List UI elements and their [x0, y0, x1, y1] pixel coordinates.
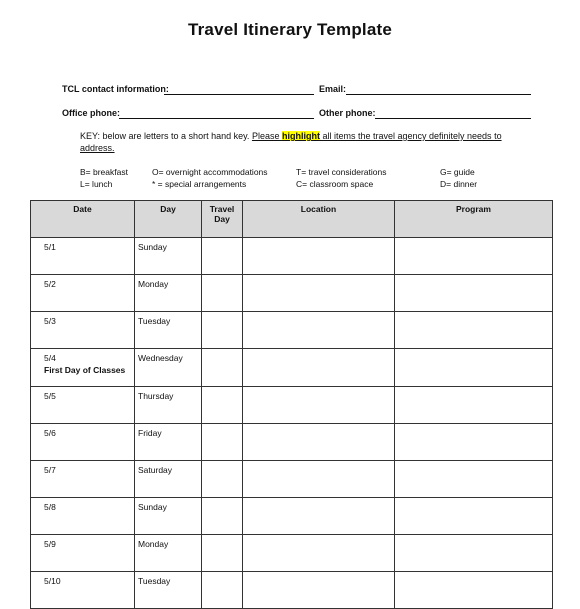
location-cell[interactable] — [243, 535, 395, 572]
table-header-row — [31, 201, 553, 238]
travel-day-cell[interactable] — [202, 312, 243, 349]
code-classroom: C= classroom space — [296, 179, 374, 189]
office-phone-label: Office phone: — [62, 108, 120, 118]
location-cell[interactable] — [243, 572, 395, 609]
header-travel-day: Travel Day — [202, 201, 243, 238]
header-program: Program — [395, 201, 553, 238]
code-guide: G= guide — [440, 167, 475, 177]
travel-day-cell[interactable] — [202, 238, 243, 275]
table-row — [31, 387, 553, 424]
travel-day-cell[interactable] — [202, 572, 243, 609]
day-cell: Sunday — [135, 238, 202, 275]
code-travel: T= travel considerations — [296, 167, 387, 177]
travel-day-cell[interactable] — [202, 535, 243, 572]
day-cell: Wednesday — [135, 349, 202, 387]
date-cell: 5/10 — [31, 572, 135, 609]
travel-day-cell[interactable] — [202, 461, 243, 498]
key-highlight: highlight — [281, 131, 320, 141]
codes-col-3 — [296, 166, 386, 190]
code-dinner: D= dinner — [440, 179, 478, 189]
table-row — [31, 349, 553, 387]
day-cell: Tuesday — [135, 312, 202, 349]
location-cell[interactable] — [243, 349, 395, 387]
codes-col-4 — [440, 166, 477, 190]
day-cell: Sunday — [135, 498, 202, 535]
date-cell: 5/2 — [31, 275, 135, 312]
location-cell[interactable] — [243, 275, 395, 312]
table-row — [31, 238, 553, 275]
date-cell: 5/3 — [31, 312, 135, 349]
program-cell[interactable] — [395, 572, 553, 609]
office-phone-field — [62, 108, 120, 118]
program-cell[interactable] — [395, 424, 553, 461]
date-cell: 5/8 — [31, 498, 135, 535]
table-row — [31, 572, 553, 609]
date-value: 5/4 — [44, 353, 56, 363]
program-cell[interactable] — [395, 461, 553, 498]
header-location: Location — [243, 201, 395, 238]
key-intro: KEY: below are letters to a short hand key. — [80, 131, 252, 141]
day-cell: Saturday — [135, 461, 202, 498]
day-cell: Friday — [135, 424, 202, 461]
tcl-contact-field — [62, 84, 169, 94]
date-cell — [31, 349, 135, 387]
code-breakfast: B= breakfast — [80, 167, 128, 177]
table-row — [31, 424, 553, 461]
location-cell[interactable] — [243, 312, 395, 349]
tcl-contact-label: TCL contact information: — [62, 84, 169, 94]
code-overnight: O= overnight accommodations — [152, 167, 268, 177]
code-special: * = special arrangements — [152, 179, 247, 189]
location-cell[interactable] — [243, 424, 395, 461]
date-cell: 5/5 — [31, 387, 135, 424]
document-title: Travel Itinerary Template — [187, 20, 393, 39]
key-rest: all items the travel agency definitely needs to address. — [80, 131, 502, 153]
date-cell: 5/6 — [31, 424, 135, 461]
day-cell: Monday — [135, 535, 202, 572]
travel-day-cell[interactable] — [202, 387, 243, 424]
codes-col-2 — [152, 166, 268, 190]
other-phone-label: Other phone: — [319, 108, 376, 118]
day-cell: Tuesday — [135, 572, 202, 609]
travel-day-cell[interactable] — [202, 349, 243, 387]
other-phone-field — [319, 108, 376, 118]
location-cell[interactable] — [243, 238, 395, 275]
table-row — [31, 461, 553, 498]
header-day: Day — [135, 201, 202, 238]
date-cell: 5/9 — [31, 535, 135, 572]
program-cell[interactable] — [395, 238, 553, 275]
location-cell[interactable] — [243, 387, 395, 424]
code-lunch: L= lunch — [80, 179, 113, 189]
program-cell[interactable] — [395, 312, 553, 349]
header-date: Date — [31, 201, 135, 238]
date-cell: 5/7 — [31, 461, 135, 498]
location-cell[interactable] — [243, 498, 395, 535]
table-row — [31, 275, 553, 312]
day-cell: Monday — [135, 275, 202, 312]
date-cell: 5/1 — [31, 238, 135, 275]
program-cell[interactable] — [395, 498, 553, 535]
key-paragraph — [80, 130, 530, 154]
program-cell[interactable] — [395, 387, 553, 424]
travel-day-cell[interactable] — [202, 498, 243, 535]
email-field — [319, 84, 346, 94]
program-cell[interactable] — [395, 275, 553, 312]
table-row — [31, 498, 553, 535]
first-day-note: First Day of Classes — [44, 365, 126, 375]
email-label: Email: — [319, 84, 347, 94]
travel-day-cell[interactable] — [202, 424, 243, 461]
codes-col-1 — [80, 166, 128, 190]
location-cell[interactable] — [243, 461, 395, 498]
program-cell[interactable] — [395, 535, 553, 572]
table-row — [31, 312, 553, 349]
key-please: Please — [251, 131, 282, 141]
program-cell[interactable] — [395, 349, 553, 387]
table-row — [31, 535, 553, 572]
itinerary-table — [30, 200, 553, 609]
travel-day-cell[interactable] — [202, 275, 243, 312]
day-cell: Thursday — [135, 387, 202, 424]
